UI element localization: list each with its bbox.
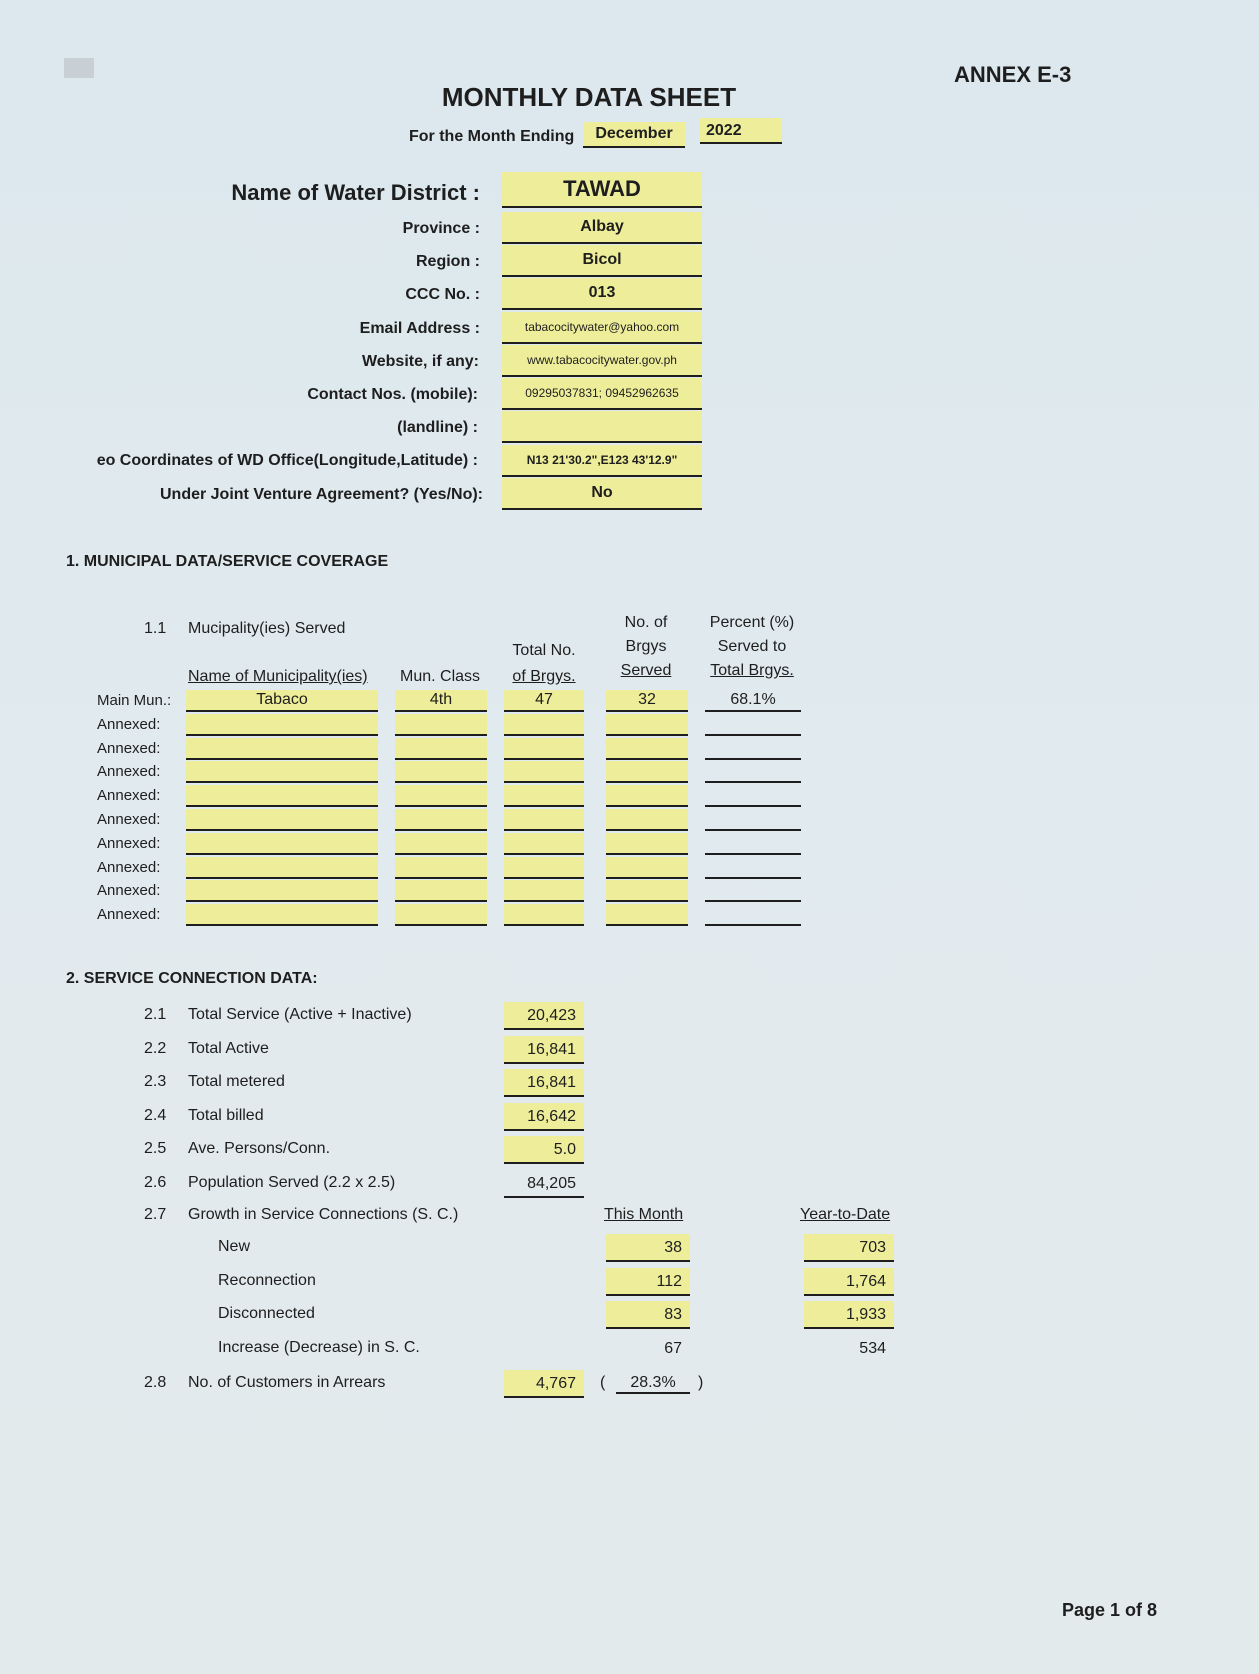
ccc-no-value: 013	[502, 278, 702, 310]
municipality-total-cell: 47	[504, 690, 584, 712]
municipality-row-label: Annexed:	[97, 739, 161, 757]
municipality-row-label: Annexed:	[97, 858, 161, 876]
col-header-total-2: of Brgys.	[512, 668, 576, 685]
col-header-served-1: No. of	[624, 614, 668, 631]
municipality-class-cell	[395, 904, 487, 926]
service-item-no: 2.5	[144, 1140, 167, 1158]
municipality-class-cell	[395, 785, 487, 807]
month-ending-month: December	[583, 122, 685, 148]
district-name-value: TAWAD	[502, 172, 702, 208]
joint-venture-value: No	[502, 478, 702, 510]
service-item-value: 16,841	[504, 1036, 584, 1064]
municipality-percent-cell	[705, 904, 801, 926]
growth-col-ytd: Year-to-Date	[800, 1206, 891, 1223]
arrears-close-paren: )	[698, 1374, 704, 1391]
website-label: Website, if any:	[361, 353, 479, 370]
service-item-value: 84,205	[504, 1170, 584, 1198]
growth-row-label: Disconnected	[218, 1305, 315, 1323]
municipality-served-cell	[606, 738, 688, 760]
municipality-served-cell	[606, 761, 688, 783]
growth-this-month-value: 83	[606, 1301, 690, 1329]
municipality-total-cell	[504, 761, 584, 783]
municipality-total-cell	[504, 857, 584, 879]
municipality-served-cell	[606, 809, 688, 831]
municipality-class-cell	[395, 809, 487, 831]
growth-ytd-value: 534	[859, 1339, 886, 1357]
mobile-value: 09295037831; 09452962635	[502, 378, 702, 410]
municipality-name-cell	[186, 880, 378, 902]
arrears-label: No. of Customers in Arrears	[188, 1374, 386, 1391]
municipality-total-cell	[504, 904, 584, 926]
municipality-row-label: Annexed:	[97, 906, 161, 924]
service-item-no: 2.6	[144, 1174, 167, 1191]
growth-this-month-value: 112	[606, 1268, 690, 1296]
service-item-no: 2.2	[144, 1039, 167, 1057]
service-item-label: Total metered	[188, 1073, 285, 1091]
municipality-name-cell	[186, 761, 378, 783]
municipality-row-label: Annexed:	[97, 882, 161, 900]
col-header-served-3: Served	[620, 662, 672, 679]
growth-this-month-value: 67	[664, 1339, 682, 1357]
province-value: Albay	[502, 212, 702, 244]
col-header-percent-1: Percent (%)	[709, 614, 795, 631]
municipality-served-cell: 32	[606, 690, 688, 712]
mobile-label: Contact Nos. (mobile):	[307, 386, 478, 403]
municipality-row-label: Annexed:	[97, 787, 161, 805]
municipality-percent-cell	[705, 809, 801, 831]
growth-row-label: New	[218, 1238, 251, 1255]
municipality-total-cell	[504, 809, 584, 831]
municipality-class-cell	[395, 833, 487, 855]
section1-heading: 1. MUNICIPAL DATA/SERVICE COVERAGE	[66, 553, 389, 570]
municipality-percent-cell	[705, 857, 801, 879]
municipality-name-cell	[186, 904, 378, 926]
service-item-label: Total Active	[188, 1039, 269, 1057]
municipality-class-cell	[395, 857, 487, 879]
municipality-class-cell: 4th	[395, 690, 487, 712]
municipality-row-label: Annexed:	[97, 811, 161, 828]
municipality-served-cell	[606, 714, 688, 736]
municipality-percent-cell	[705, 880, 801, 902]
municipality-name-cell	[186, 833, 378, 855]
municipality-percent-cell	[705, 761, 801, 783]
municipality-name-cell	[186, 857, 378, 879]
service-item-label: Total Service (Active + Inactive)	[188, 1006, 412, 1023]
municipality-name-cell	[186, 738, 378, 760]
municipality-name-cell	[186, 785, 378, 807]
municipality-name-cell	[186, 809, 378, 831]
joint-venture-label: Under Joint Venture Agreement? (Yes/No):	[159, 486, 483, 503]
col-header-class: Mun. Class	[400, 668, 481, 685]
page-number: Page 1 of 8	[1061, 1600, 1157, 1620]
service-item-no: 2.4	[144, 1106, 167, 1124]
service-item-value: 5.0	[504, 1136, 584, 1164]
service-item-label: Population Served (2.2 x 2.5)	[188, 1174, 396, 1191]
coordinates-value: N13 21'30.2",E123 43'12.9"	[502, 445, 702, 477]
growth-no: 2.7	[144, 1206, 167, 1223]
landline-value	[502, 411, 702, 443]
municipality-percent-cell	[705, 833, 801, 855]
growth-label: Growth in Service Connections (S. C.)	[188, 1206, 459, 1223]
municipality-class-cell	[395, 880, 487, 902]
growth-ytd-value: 703	[804, 1234, 894, 1262]
municipality-name-cell	[186, 714, 378, 736]
section1-sub-no: 1.1	[144, 620, 167, 637]
service-item-no: 2.1	[144, 1006, 167, 1023]
municipality-class-cell	[395, 714, 487, 736]
municipality-total-cell	[504, 738, 584, 760]
municipality-percent-cell: 68.1%	[705, 690, 801, 712]
municipality-served-cell	[606, 833, 688, 855]
col-header-total-1: Total No.	[512, 642, 576, 659]
province-label: Province :	[402, 220, 480, 237]
municipality-total-cell	[504, 880, 584, 902]
service-item-label: Total billed	[188, 1106, 264, 1124]
municipality-name-cell: Tabaco	[186, 690, 378, 712]
arrears-no: 2.8	[144, 1374, 167, 1391]
service-item-label: Ave. Persons/Conn.	[188, 1140, 331, 1158]
growth-ytd-value: 1,933	[804, 1301, 894, 1329]
municipality-row-label: Annexed:	[97, 763, 161, 781]
growth-col-this-month: This Month	[604, 1206, 684, 1223]
growth-ytd-value: 1,764	[804, 1268, 894, 1296]
municipality-percent-cell	[705, 714, 801, 736]
municipality-percent-cell	[705, 785, 801, 807]
coordinates-label: eo Coordinates of WD Office(Longitude,Latitude) :	[96, 452, 478, 469]
email-label: Email Address :	[359, 320, 480, 337]
municipality-row-label: Annexed:	[97, 834, 161, 852]
arrears-open-paren: (	[600, 1374, 606, 1391]
municipality-percent-cell	[705, 738, 801, 760]
municipality-class-cell	[395, 738, 487, 760]
municipality-served-cell	[606, 785, 688, 807]
col-header-served-2: Brgys	[625, 638, 667, 655]
col-header-percent-3: Total Brgys.	[710, 662, 794, 679]
scan-artifact	[64, 58, 94, 78]
municipality-total-cell	[504, 714, 584, 736]
ccc-no-label: CCC No. :	[405, 286, 480, 303]
municipality-served-cell	[606, 904, 688, 926]
col-header-percent-2: Served to	[717, 638, 787, 655]
month-ending-year: 2022	[700, 118, 782, 144]
service-item-value: 16,642	[504, 1103, 584, 1131]
region-value: Bicol	[502, 245, 702, 277]
municipality-served-cell	[606, 857, 688, 879]
municipality-served-cell	[606, 880, 688, 902]
month-ending-label: For the Month Ending	[409, 128, 575, 145]
municipality-total-cell	[504, 833, 584, 855]
arrears-percent: 28.3%	[616, 1374, 690, 1394]
col-header-name: Name of Municipality(ies)	[188, 668, 368, 685]
section1-sub-label: Mucipality(ies) Served	[188, 620, 346, 637]
municipality-row-label: Main Mun.:	[97, 692, 172, 709]
district-name-label: Name of Water District :	[231, 180, 480, 205]
section2-heading: 2. SERVICE CONNECTION DATA:	[66, 970, 318, 987]
municipality-total-cell	[504, 785, 584, 807]
service-item-value: 16,841	[504, 1069, 584, 1097]
page-title: MONTHLY DATA SHEET	[441, 82, 737, 112]
growth-this-month-value: 38	[606, 1234, 690, 1262]
municipality-class-cell	[395, 761, 487, 783]
website-value: www.tabacocitywater.gov.ph	[502, 345, 702, 377]
municipality-row-label: Annexed:	[97, 715, 161, 733]
annex-label: ANNEX E-3	[954, 62, 1072, 87]
growth-row-label: Increase (Decrease) in S. C.	[218, 1338, 420, 1356]
landline-label: (landline) :	[397, 419, 478, 436]
service-item-no: 2.3	[144, 1073, 167, 1091]
region-label: Region :	[416, 253, 480, 270]
arrears-value: 4,767	[504, 1370, 584, 1398]
service-item-value: 20,423	[504, 1002, 584, 1030]
growth-row-label: Reconnection	[218, 1271, 316, 1289]
email-value: tabacocitywater@yahoo.com	[502, 312, 702, 344]
